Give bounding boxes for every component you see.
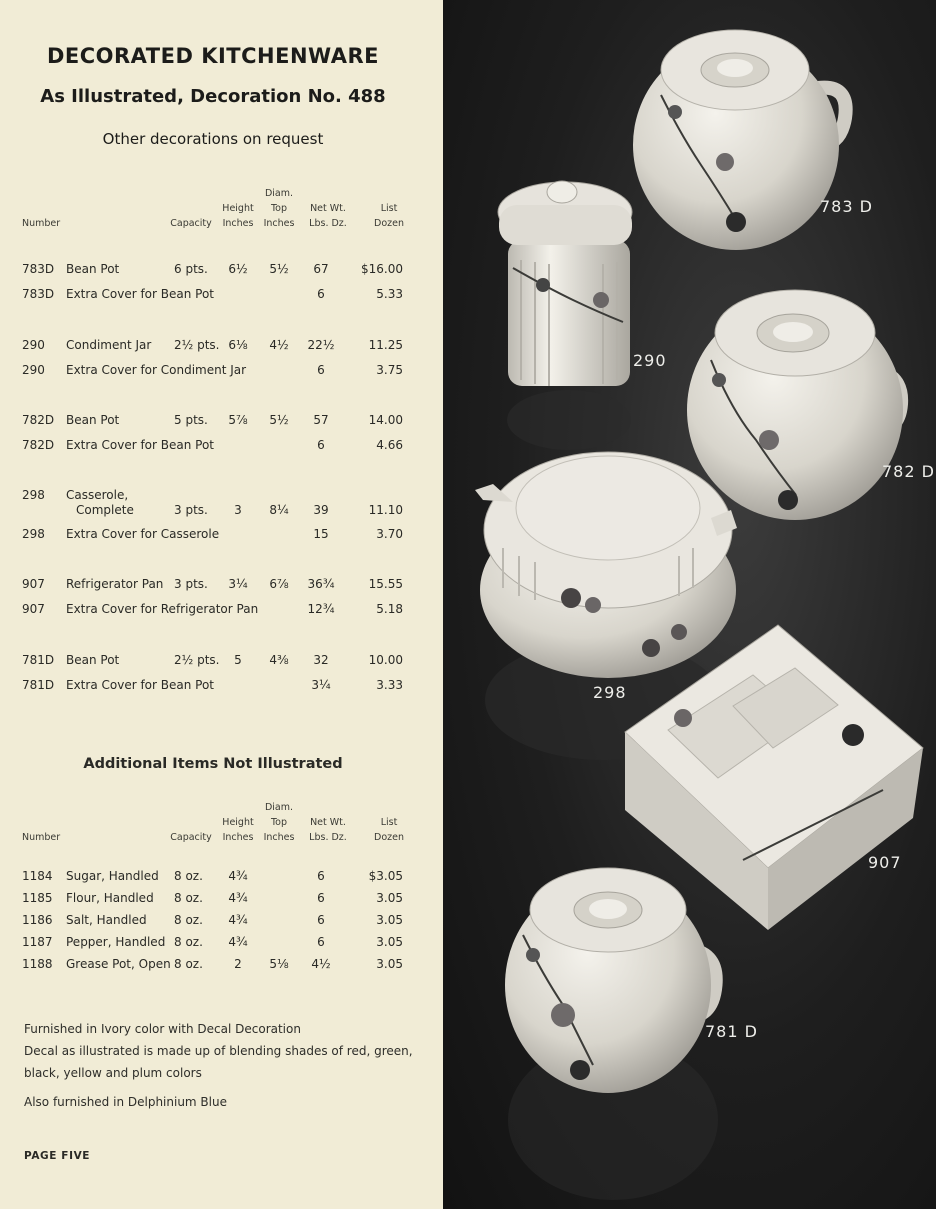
col-height: Height Inches (222, 203, 254, 229)
item-diameter: 5⅛ (269, 957, 289, 971)
additional-title: Additional Items Not Illustrated (83, 756, 343, 772)
item-capacity: 2½ pts. (174, 653, 220, 667)
item-price: 3.05 (376, 891, 403, 905)
item-weight: 22½ (307, 338, 335, 352)
item-height: 3¼ (228, 577, 248, 591)
item-number: 298 (22, 488, 45, 502)
table-row (0, 678, 443, 696)
item-description: Extra Cover for Bean Pot (66, 678, 215, 692)
note-line: black, yellow and plum colors (24, 1066, 202, 1080)
item-weight: 6 (317, 438, 325, 452)
table-row (0, 262, 443, 280)
item-weight: 6 (317, 935, 325, 949)
item-description: Bean Pot (66, 262, 120, 276)
item-weight: 32 (313, 653, 329, 667)
table-row (0, 577, 443, 595)
table-row (0, 869, 443, 887)
item-diameter: 4⅜ (269, 653, 289, 667)
item-height: 5⅞ (228, 413, 248, 427)
col-capacity: Capacity (170, 832, 212, 843)
item-capacity: 3 pts. (174, 577, 208, 591)
table-row (0, 287, 443, 305)
page-title: DECORATED KITCHENWARE (46, 44, 380, 68)
label-782d: 782 D (882, 462, 935, 481)
item-diameter: 5½ (269, 262, 289, 276)
item-number: 907 (22, 602, 45, 616)
item-height: 4¾ (228, 891, 248, 905)
page-number: PAGE FIVE (24, 1150, 91, 1162)
item-diameter: 6⅞ (269, 577, 289, 591)
col-weight: Net Wt. Lbs. Dz. (309, 817, 347, 843)
item-capacity: 8 oz. (174, 913, 203, 927)
item-description: Condiment Jar (66, 338, 152, 352)
item-price: 3.05 (376, 935, 403, 949)
item-weight: 57 (313, 413, 329, 427)
item-height: 6⅛ (228, 338, 248, 352)
item-weight: 3¼ (311, 678, 331, 692)
item-number: 907 (22, 577, 45, 591)
item-weight: 36¾ (307, 577, 335, 591)
item-weight: 15 (313, 527, 329, 541)
item-price: 3.75 (376, 363, 403, 377)
kitchenware-illustration (443, 0, 936, 1209)
item-price: $3.05 (368, 869, 403, 883)
col-number: Number (22, 832, 61, 843)
item-number: 782D (22, 413, 55, 427)
catalog-text-page (0, 0, 443, 1209)
item-price: 3.70 (376, 527, 403, 541)
item-description: Extra Cover for Casserole (66, 527, 220, 541)
item-number: 290 (22, 363, 45, 377)
item-weight: 12¾ (307, 602, 335, 616)
item-height: 6½ (228, 262, 248, 276)
table-row (0, 338, 443, 356)
table-row (0, 913, 443, 931)
item-number: 782D (22, 438, 55, 452)
item-description: Bean Pot (66, 653, 120, 667)
item-diameter: 4½ (269, 338, 289, 352)
condiment-jar-290 (498, 181, 632, 450)
item-capacity: 3 pts. (174, 503, 208, 517)
label-783d: 783 D (820, 197, 873, 216)
item-height: 2 (234, 957, 242, 971)
note-line: Furnished in Ivory color with Decal Decoration (24, 1022, 301, 1036)
bean-pot-783d (633, 30, 846, 250)
item-height: 3 (234, 503, 242, 517)
label-290: 290 (633, 351, 667, 370)
item-description: Bean Pot (66, 413, 120, 427)
label-907: 907 (868, 853, 902, 872)
page-subtitle: As Illustrated, Decoration No. 488 (40, 86, 386, 107)
item-price: 15.55 (368, 577, 403, 591)
item-description: Refrigerator Pan (66, 577, 164, 591)
item-number: 1184 (22, 869, 53, 883)
table-row (0, 488, 443, 517)
item-description: Grease Pot, Open (66, 957, 171, 971)
col-price: List Dozen (374, 817, 404, 843)
item-weight: 6 (317, 891, 325, 905)
bean-pot-781d (505, 868, 718, 1200)
item-weight: 6 (317, 913, 325, 927)
item-price: 10.00 (368, 653, 403, 667)
table-row (0, 413, 443, 431)
col-diam: Diam. Top Inches (263, 188, 295, 229)
item-description: Flour, Handled (66, 891, 154, 905)
table-row (0, 653, 443, 671)
item-number: 1186 (22, 913, 53, 927)
item-description: Extra Cover for Bean Pot (66, 438, 215, 452)
item-capacity: 8 oz. (174, 891, 203, 905)
product-photo (443, 0, 936, 1209)
col-price: List Dozen (374, 203, 404, 229)
item-price: 4.66 (376, 438, 403, 452)
col-height: Height Inches (222, 817, 254, 843)
item-diameter: 8¼ (269, 503, 289, 517)
table-row (0, 438, 443, 456)
item-price: 5.18 (376, 602, 403, 616)
bean-pot-782d (687, 290, 903, 520)
table-row (0, 935, 443, 953)
label-781d: 781 D (705, 1022, 758, 1041)
item-description: Sugar, Handled (66, 869, 159, 883)
item-height: 5 (234, 653, 242, 667)
item-description: Extra Cover for Refrigerator Pan (66, 602, 259, 616)
item-height: 4¾ (228, 935, 248, 949)
item-height: 4¾ (228, 913, 248, 927)
item-number: 1187 (22, 935, 53, 949)
table-row (0, 363, 443, 381)
item-capacity: 8 oz. (174, 957, 203, 971)
item-weight: 6 (317, 869, 325, 883)
table-row (0, 602, 443, 620)
col-weight: Net Wt. Lbs. Dz. (309, 203, 347, 229)
item-number: 783D (22, 262, 55, 276)
col-diam: Diam. Top Inches (263, 802, 295, 843)
item-price: 14.00 (368, 413, 403, 427)
col-capacity: Capacity (170, 218, 212, 229)
item-capacity: 8 oz. (174, 935, 203, 949)
decoration-note: Other decorations on request (102, 130, 324, 148)
item-price: 5.33 (376, 287, 403, 301)
table-row (0, 957, 443, 975)
item-description: Casserole, (66, 488, 129, 502)
item-description: Extra Cover for Condiment Jar (66, 363, 247, 377)
item-number: 781D (22, 653, 55, 667)
note-line: Also furnished in Delphinium Blue (24, 1095, 227, 1109)
item-capacity: 2½ pts. (174, 338, 220, 352)
item-weight: 39 (313, 503, 329, 517)
item-price: 3.05 (376, 913, 403, 927)
item-weight: 67 (313, 262, 329, 276)
item-weight: 4½ (311, 957, 331, 971)
item-number: 1185 (22, 891, 53, 905)
item-price: $16.00 (361, 262, 403, 276)
item-capacity: 5 pts. (174, 413, 208, 427)
item-description: Salt, Handled (66, 913, 147, 927)
item-number: 290 (22, 338, 45, 352)
item-description: Extra Cover for Bean Pot (66, 287, 215, 301)
item-description-cont: Complete (76, 503, 134, 517)
item-price: 3.05 (376, 957, 403, 971)
item-diameter: 5½ (269, 413, 289, 427)
item-weight: 6 (317, 287, 325, 301)
item-price: 11.10 (368, 503, 403, 517)
item-capacity: 8 oz. (174, 869, 203, 883)
item-number: 1188 (22, 957, 53, 971)
item-number: 781D (22, 678, 55, 692)
item-number: 783D (22, 287, 55, 301)
table-row (0, 527, 443, 545)
item-price: 3.33 (376, 678, 403, 692)
note-line: Decal as illustrated is made up of blending shades of red, green, (24, 1044, 413, 1058)
item-price: 11.25 (368, 338, 403, 352)
item-description: Pepper, Handled (66, 935, 166, 949)
label-298: 298 (593, 683, 627, 702)
item-capacity: 6 pts. (174, 262, 208, 276)
item-weight: 6 (317, 363, 325, 377)
table-row (0, 891, 443, 909)
item-height: 4¾ (228, 869, 248, 883)
col-number: Number (22, 218, 61, 229)
item-number: 298 (22, 527, 45, 541)
